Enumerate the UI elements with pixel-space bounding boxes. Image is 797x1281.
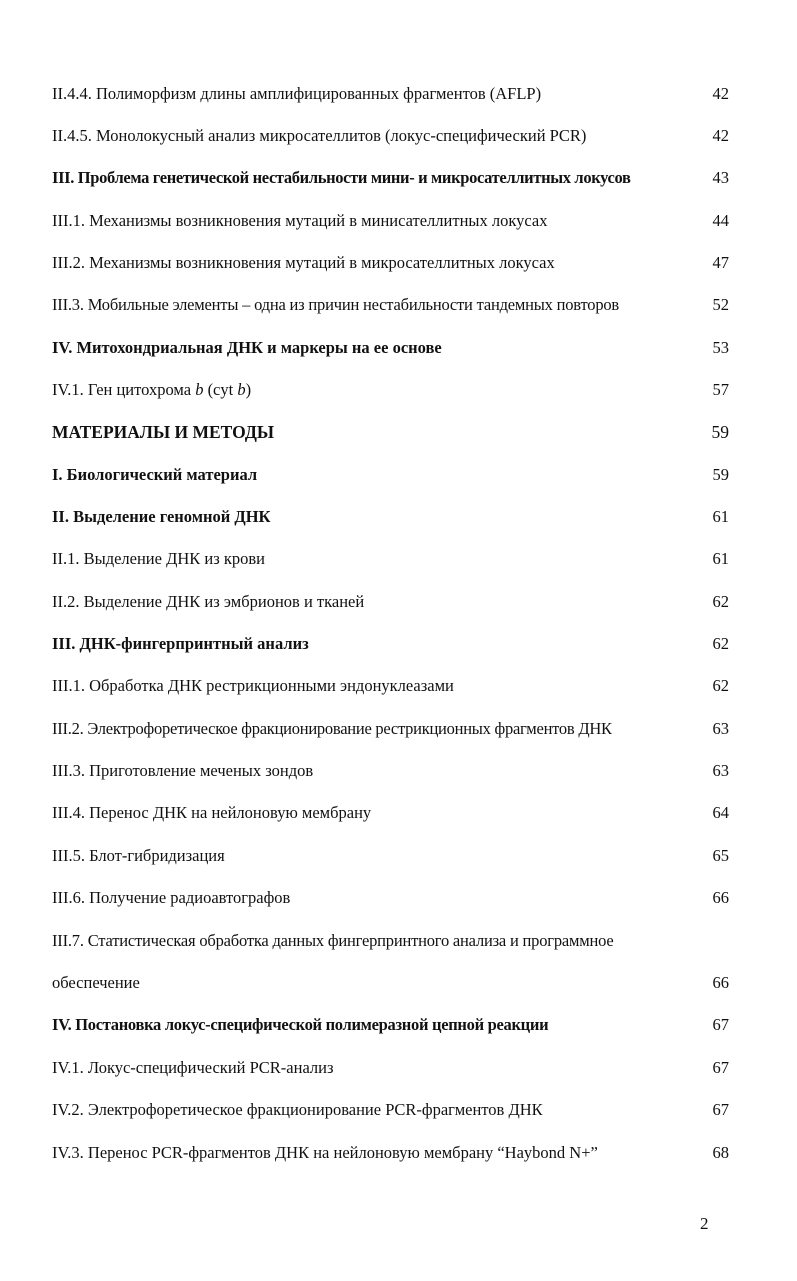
toc-entry-title: МАТЕРИАЛЫ И МЕТОДЫ	[52, 422, 275, 442]
toc-entry-page: 64	[712, 803, 729, 822]
toc-entry-title: III.3. Приготовление меченых зондов	[52, 761, 314, 780]
title-italic: b	[195, 380, 204, 399]
toc-entry-page: 67	[712, 1058, 729, 1077]
toc-entry-title: III.6. Получение радиоавтографов	[52, 888, 291, 907]
title-text: )	[245, 380, 252, 399]
toc-entry-page: 57	[712, 380, 729, 399]
toc-entry-page: 66	[712, 888, 729, 907]
toc-entry-title: III.2. Механизмы возникновения мутаций в микросателлитных локусах	[52, 253, 555, 272]
toc-entry-page: 67	[712, 1100, 729, 1119]
toc-entry-page: 59	[712, 465, 729, 484]
toc-entry-page: 63	[712, 719, 729, 738]
toc-entry-page: 44	[712, 211, 729, 230]
toc-entry-title: II.4.4. Полиморфизм длины амплифицированных фрагментов (AFLP)	[52, 84, 542, 103]
toc-entry-title: IV.1. Локус-специфический PCR-анализ	[52, 1058, 334, 1077]
toc-entry-title: III.3. Мобильные элементы – одна из причин нестабильности тандемных повторов	[52, 295, 620, 314]
toc-entry-page: 66	[712, 973, 729, 992]
title-text: IV.1. Ген цитохрома	[52, 380, 196, 399]
toc-entry-title: II.4.5. Монолокусный анализ микросателлитов (локус-специфический PCR)	[52, 126, 587, 145]
toc-entry-title: IV. Постановка локус-специфической полимеразной цепной реакции	[52, 1015, 549, 1034]
toc-entry-title: III.1. Механизмы возникновения мутаций в минисателлитных локусах	[52, 211, 548, 230]
toc-entry-page: 42	[712, 126, 729, 145]
toc-entry-title: IV.3. Перенос PCR-фрагментов ДНК на нейлоновую мембрану “Haybond N+”	[52, 1143, 598, 1162]
toc-entry-page: 52	[712, 295, 729, 314]
toc-entry-title: IV.2. Электрофоретическое фракционирование PCR-фрагментов ДНК	[52, 1100, 543, 1119]
toc-entry-title: III.1. Обработка ДНК рестрикционными эндонуклеазами	[52, 676, 454, 695]
toc-entry-title: II. Выделение геномной ДНК	[52, 507, 271, 526]
toc-entry-page: 62	[712, 592, 729, 611]
toc-entry-title: III.5. Блот-гибридизация	[52, 846, 225, 865]
toc-entry-title: обеспечение	[52, 973, 140, 992]
toc-entry-page: 61	[712, 507, 729, 526]
toc-entry-page: 65	[712, 846, 729, 865]
toc-entry-page: 68	[712, 1143, 729, 1162]
toc-entry-page: 43	[712, 168, 729, 187]
toc-entry-page: 67	[712, 1015, 729, 1034]
toc-entry-page: 47	[712, 253, 729, 272]
toc-entry-title: I. Биологический материал	[52, 465, 258, 484]
toc-entry-page: 62	[712, 634, 729, 653]
toc-entry-title	[52, 380, 251, 400]
toc-entry-title: III.2. Электрофоретическое фракционирование рестрикционных фрагментов ДНК	[52, 719, 612, 738]
toc-entry-title: II.1. Выделение ДНК из крови	[52, 549, 266, 568]
toc-entry-page: 53	[712, 338, 729, 357]
title-italic: b	[237, 380, 246, 399]
title-text: (cyt	[203, 380, 238, 399]
toc-entry-page: 59	[711, 422, 729, 442]
toc-entry-title: III. ДНК-фингерпринтный анализ	[52, 634, 309, 653]
toc-entry-title: III. Проблема генетической нестабильности мини- и микросателлитных локусов	[52, 168, 631, 187]
toc-entry-page: 61	[712, 549, 729, 568]
toc-entry-page: 63	[712, 761, 729, 780]
toc-entry-title: II.2. Выделение ДНК из эмбрионов и тканей	[52, 592, 365, 611]
toc-entry-title: III.4. Перенос ДНК на нейлоновую мембрану	[52, 803, 372, 822]
toc-entry-page: 42	[712, 84, 729, 103]
toc-entry-title: IV. Митохондриальная ДНК и маркеры на ее основе	[52, 338, 442, 357]
toc-entry-title: III.7. Статистическая обработка данных фингерпринтного анализа и программное	[52, 931, 614, 950]
page-number: 2	[700, 1214, 709, 1233]
toc-entry-page: 62	[712, 676, 729, 695]
